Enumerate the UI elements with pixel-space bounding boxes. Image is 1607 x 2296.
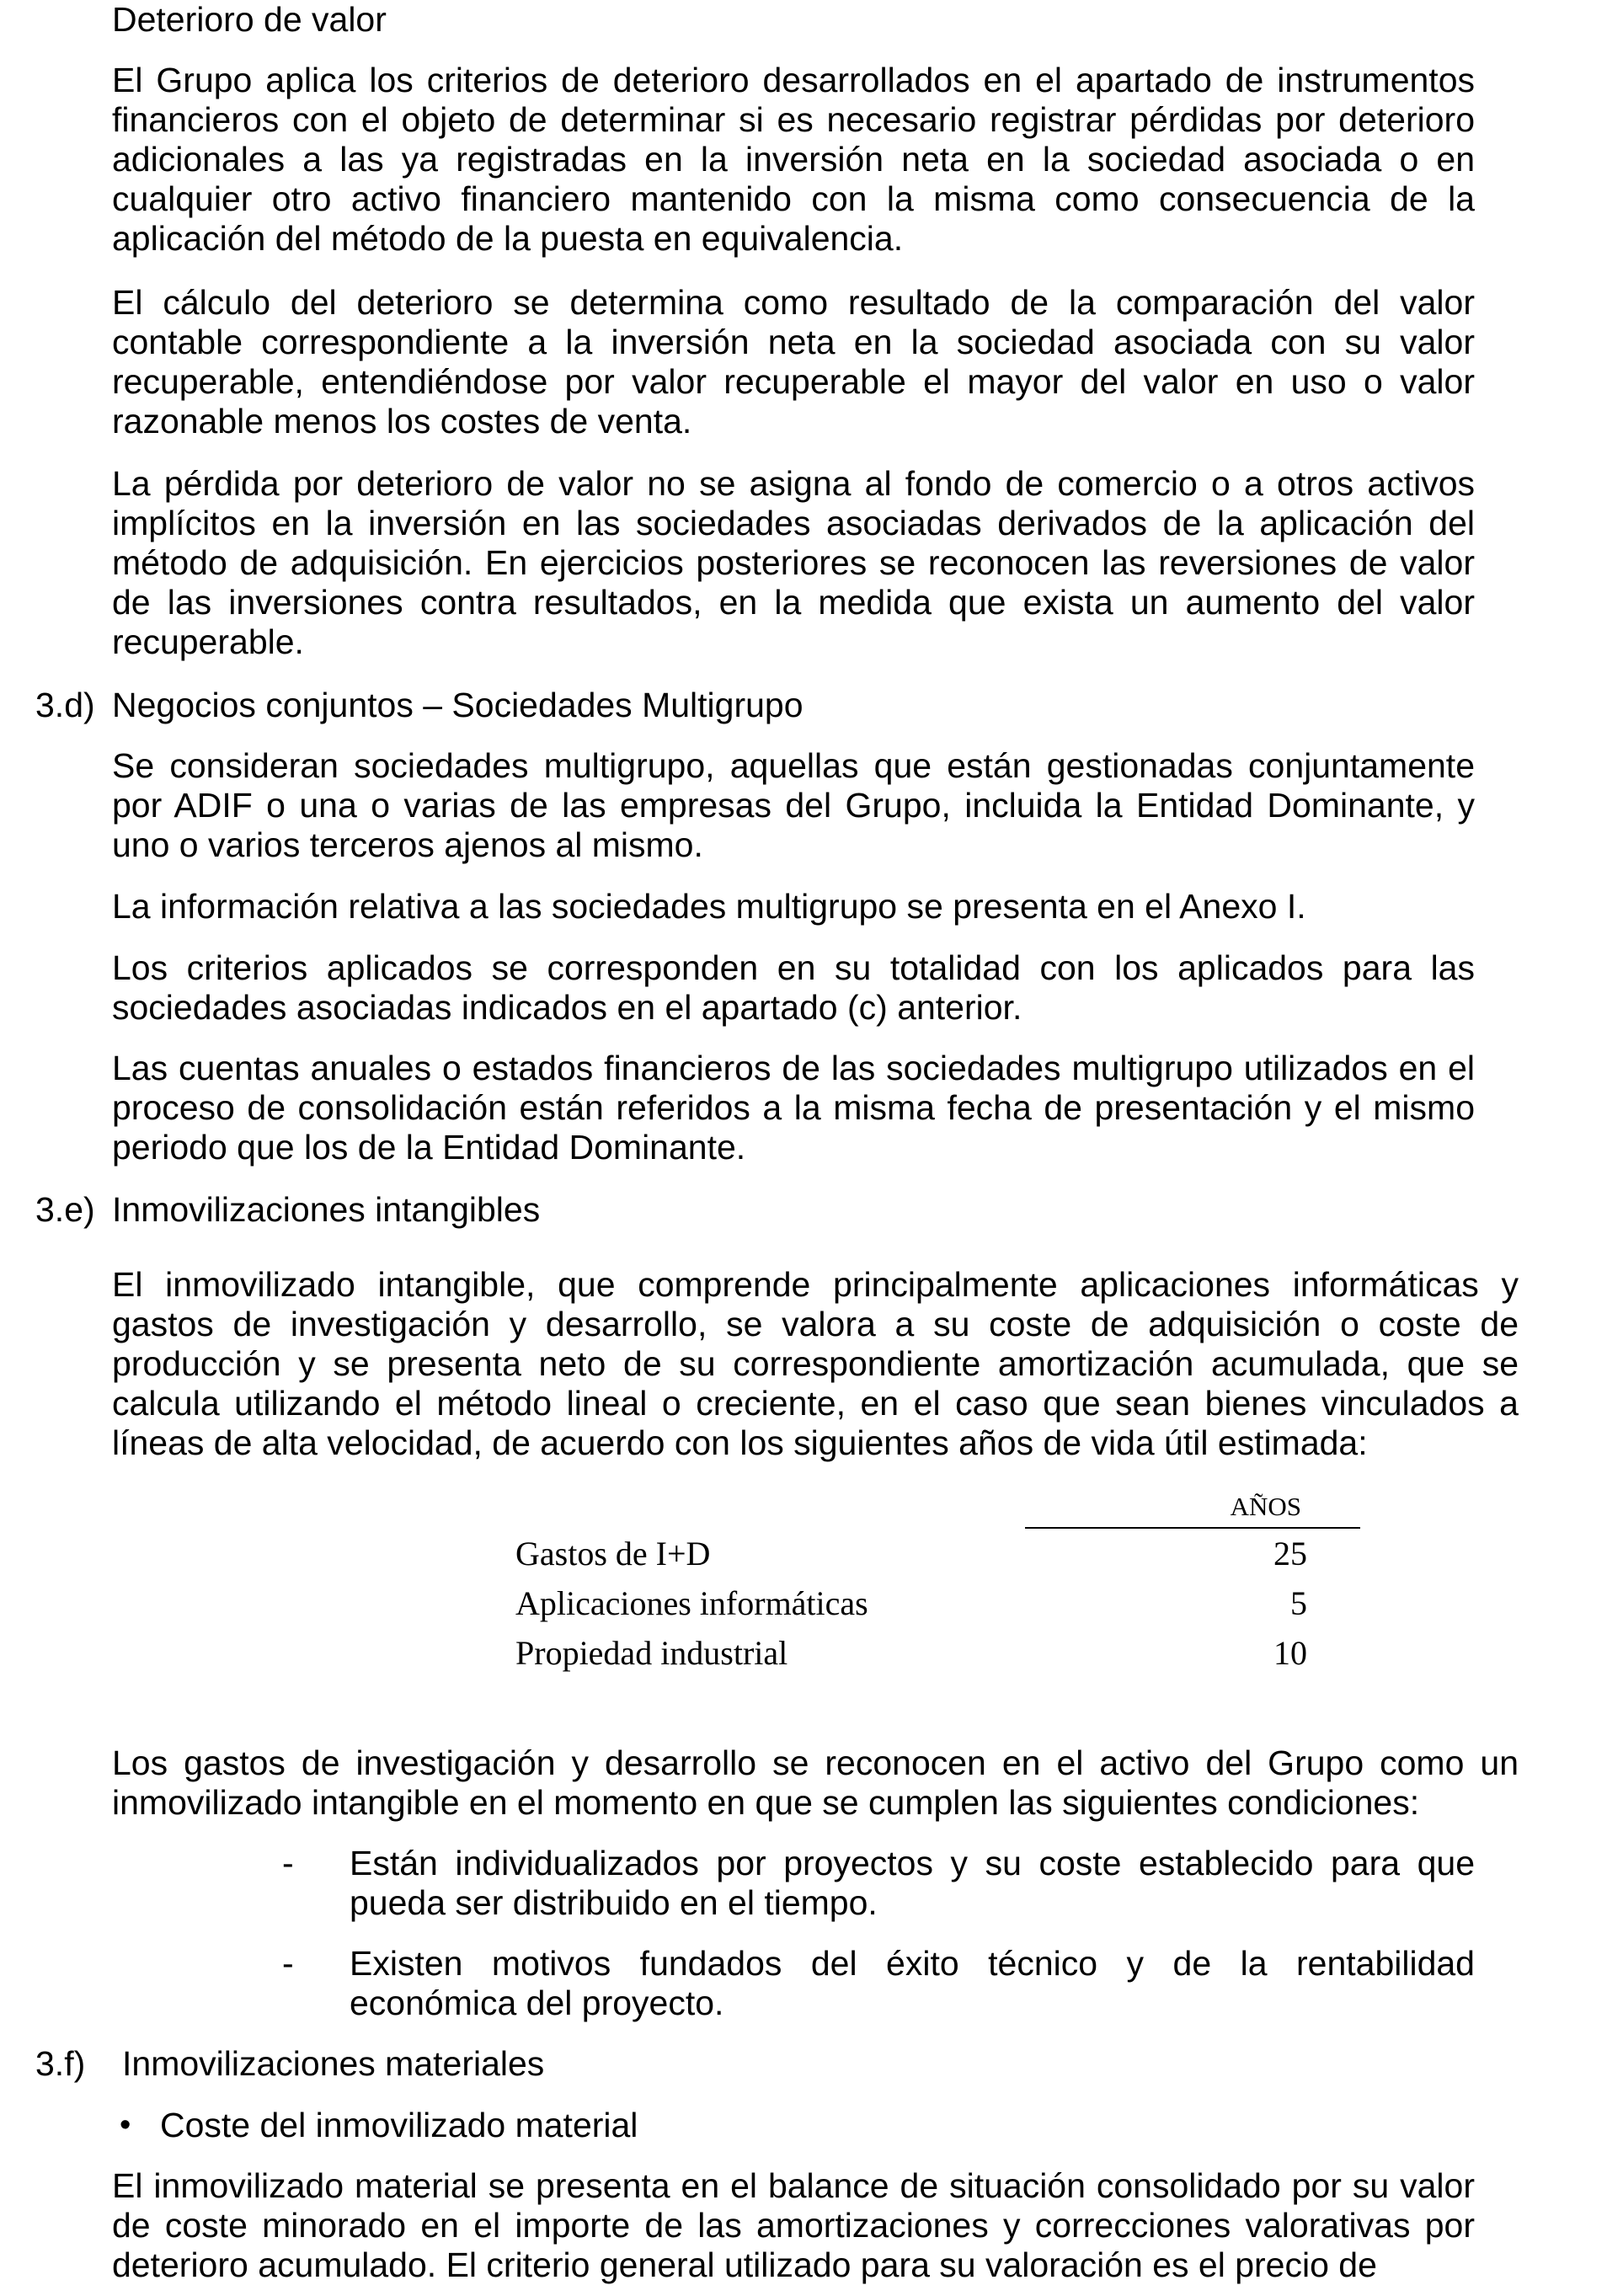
bullet-marker: • [120,2107,131,2143]
table-cell-label: Gastos de I+D [515,1534,711,1572]
paragraph: Las cuentas anuales o estados financieros de las sociedades multigrupo utilizados en el proceso de consolidación están referidos a la misma fecha de presentación y el mismo periodo que los de la Entidad Dominante. [112,1049,1475,1167]
useful-life-table [515,1487,1360,1678]
table-row [515,1528,1360,1578]
paragraph: El Grupo aplica los criterios de deterioro desarrollados en el apartado de instrumentos financieros con el objeto de determinar si es necesario registrar pérdidas por deterioro adicionales a las ya registradas en la inversión neta en la sociedad asociada o en cualquier otro activo financiero mantenido con la misma como consecuencia de la aplicación del método de la puesta en equivalencia. [112,61,1475,258]
table-cell-value: 25 [1273,1535,1307,1572]
table-cell-label: Propiedad industrial [515,1634,788,1672]
list-item: Existen motivos fundados del éxito técnico y de la rentabilidad económica del proyecto. [350,1944,1475,2022]
table-cell-value: 5 [1290,1584,1307,1622]
list-marker: - [282,1844,294,1882]
subsection-title-deterioro: Deterioro de valor [112,0,387,39]
paragraph: La información relativa a las sociedades multigrupo se presenta en el Anexo I. [112,887,1306,926]
paragraph: El inmovilizado material se presenta en el balance de situación consolidado por su valor de coste minorado en el importe de las amortizaciones y correcciones valorativas por deterioro acumulado. El criterio general utilizado para su valoración es el precio de [112,2166,1475,2284]
section-number: 3.d) [35,686,95,724]
paragraph: Los gastos de investigación y desarrollo se reconocen en el activo del Grupo como un inmovilizado intangible en el momento en que se cumplen las siguientes condiciones: [112,1743,1519,1822]
paragraph: La pérdida por deterioro de valor no se asigna al fondo de comercio o a otros activos implícitos en la inversión en las sociedades asociadas derivados de la aplicación del método de adquisición. En ejercicios posteriores se reconocen las reversiones de valor de las inversiones contra resultados, en la medida que exista un aumento del valor recuperable. [112,464,1475,661]
table-row [515,1628,1360,1678]
list-item: Están individualizados por proyectos y su coste establecido para que pueda ser distribuido en el tiempo. [350,1844,1475,1922]
section-title: Inmovilizaciones materiales [122,2044,545,2083]
table-row [515,1578,1360,1628]
paragraph: Los criterios aplicados se corresponden en su totalidad con los aplicados para las sociedades asociadas indicados en el apartado (c) anterior. [112,948,1475,1027]
section-number: 3.f) [35,2044,86,2083]
list-marker: - [282,1944,294,1983]
paragraph: El cálculo del deterioro se determina como resultado de la comparación del valor contable correspondiente a la inversión neta en la sociedad asociada con su valor recuperable, entendiéndose por valor recuperable el mayor del valor en uso o valor razonable menos los costes de venta. [112,283,1475,441]
table-header-anos: AÑOS [1025,1487,1360,1528]
subsection-title: Coste del inmovilizado material [160,2106,638,2144]
section-title: Inmovilizaciones intangibles [112,1190,541,1229]
paragraph: El inmovilizado intangible, que comprende principalmente aplicaciones informáticas y gastos de investigación y desarrollo, se valora a su coste de adquisición o coste de producción y se presenta neto de su correspondiente amortización acumulada, que se calcula utilizando el método lineal o creciente, en el caso que sean bienes vinculados a líneas de alta velocidad, de acuerdo con los siguientes años de vida útil estimada: [112,1265,1519,1462]
table-cell-label: Aplicaciones informáticas [515,1584,868,1622]
paragraph: Se consideran sociedades multigrupo, aquellas que están gestionadas conjuntamente por ADIF o una o varias de las empresas del Grupo, incluida la Entidad Dominante, y uno o varios terceros ajenos al mismo. [112,746,1475,864]
section-title: Negocios conjuntos – Sociedades Multigrupo [112,686,804,724]
section-number: 3.e) [35,1190,95,1229]
table-cell-value: 10 [1273,1634,1307,1672]
